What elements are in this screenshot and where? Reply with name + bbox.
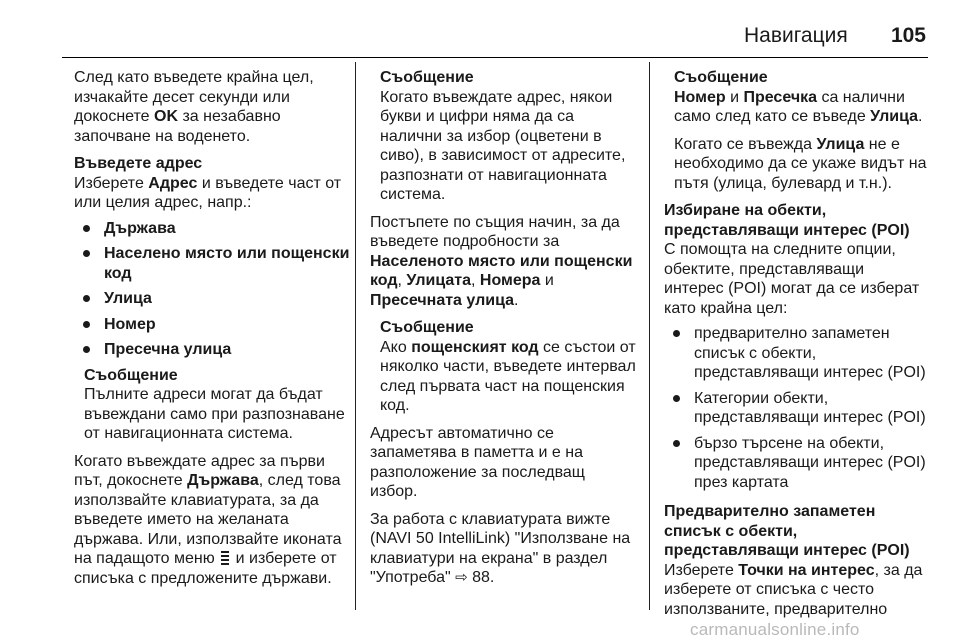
- watermark: carmanualsonline.info: [690, 620, 860, 639]
- note-title: Съобщение: [380, 319, 474, 336]
- note-text: Ако пощенският код се състои от няколко части, въведете интервал след първата част на пощенския код.: [380, 338, 636, 414]
- note-text: Пълните адреси могат да бъдат въвеждани само при разпознаване от навигационната система.: [84, 386, 345, 442]
- poi-options-list: [664, 324, 928, 492]
- note-box: [370, 68, 636, 205]
- page-title: Навигация: [744, 24, 848, 47]
- header-rule: [62, 57, 928, 58]
- list-item: Населено място или пощенски код: [74, 244, 350, 283]
- list-item: бързо търсене на обекти, представляващи интерес (POI) през картата: [664, 434, 928, 493]
- saved-poi-paragraph: Изберете Точки на интерес, за да изберете от списъка с често използваните, предварително: [664, 561, 923, 618]
- note-box: [74, 366, 350, 444]
- list-item: Улица: [74, 289, 350, 309]
- address-fields-list: [74, 219, 350, 360]
- poi-paragraph: С помощта на следните опции, обектите, представляващи интерес (POI) могат да се изберат като крайна цел:: [664, 241, 920, 317]
- intro-paragraph: След като въведете крайна цел, изчакайте десет секунди или докоснете OK за незабавно започване на воденето.: [74, 69, 314, 145]
- page-number: 105: [890, 24, 926, 47]
- details-paragraph: Постъпете по същия начин, за да въведете подробности за Населеното място или пощенски код, Улицата, Номера и Пресечната улица.: [370, 213, 633, 309]
- note-text: Номер и Пресечка са налични само след като се въведе Улица.: [674, 88, 923, 125]
- keyboard-paragraph: За работа с клавиатурата вижте (NAVI 50 IntelliLink) "Използване на клавиатури на екрана" в раздел "Употреба" ⇨ 88.: [370, 510, 631, 586]
- column-2: [370, 68, 636, 588]
- list-item: Пресечна улица: [74, 340, 350, 360]
- section-heading: Предварително запаметен списък с обекти, представляващи интерес (POI): [664, 503, 910, 559]
- list-item: Държава: [74, 219, 350, 239]
- section-heading: Избиране на обекти, представляващи интерес (POI): [664, 202, 910, 239]
- memory-paragraph: Адресът автоматично се запаметява в паметта и е на разположение за последващ избор.: [370, 424, 585, 500]
- page-header: [0, 22, 960, 58]
- enter-address-paragraph: Изберете Адрес и въведете част от или целия адрес, напр.:: [74, 174, 342, 211]
- list-item: Номер: [74, 315, 350, 335]
- ok-label: OK: [154, 108, 179, 125]
- column-3: [664, 68, 928, 619]
- column-divider: [649, 62, 650, 610]
- note-box: [664, 68, 928, 193]
- note-title: Съобщение: [674, 69, 768, 86]
- column-divider: [355, 62, 356, 610]
- column-1: [74, 68, 350, 588]
- arrow-right-icon: ⇨: [455, 569, 468, 586]
- section-heading: Въведете адрес: [74, 155, 203, 172]
- note-text: Когато се въвежда Улица не е необходимо да се укаже видът на пътя (улица, булевард и т.н.).: [674, 135, 927, 192]
- note-text: Когато въвеждате адрес, някои букви и цифри няма да са налични за избор (оцветени в сиво), в зависимост от адресите, разпознати от навигационната система.: [380, 88, 626, 203]
- list-item: предварително запаметен списък с обекти, представляващи интерес (POI): [664, 324, 928, 383]
- country-paragraph: Когато въвеждате адрес за първи път, докоснете Държава, след това използвайте клавиатурата, за да въведете името на желаната държава. Или, използвайте иконата на падащото меню и изберете от списъка с предложените държави.: [74, 452, 342, 587]
- note-box: [370, 318, 636, 416]
- note-title: Съобщение: [84, 366, 178, 384]
- dropdown-menu-icon: [221, 551, 229, 565]
- list-item: Категории обекти, представляващи интерес (POI): [664, 389, 928, 428]
- note-title: Съобщение: [380, 69, 474, 86]
